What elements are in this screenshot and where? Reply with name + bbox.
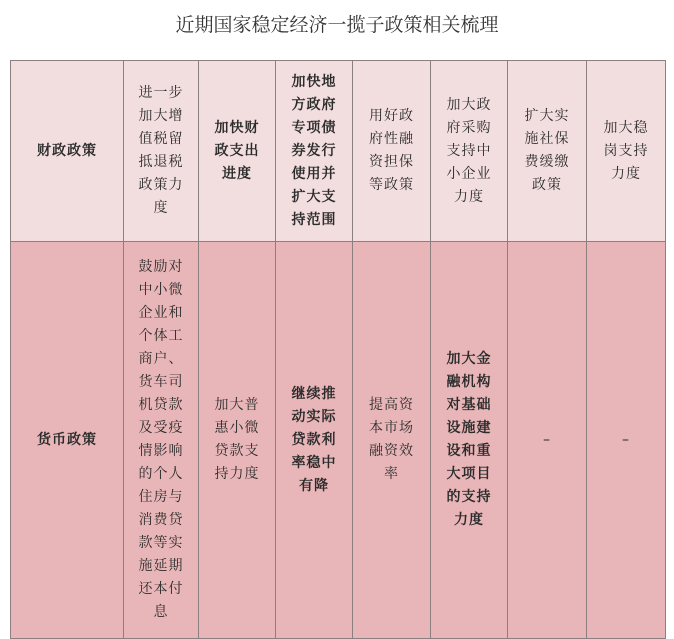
monetary-policy-row <box>11 242 666 639</box>
monetary-policy-label: 货币政策 <box>11 242 124 639</box>
fiscal-cell: 加大政府采购支持中小企业力度 <box>431 61 508 242</box>
fiscal-cell: 加快地方政府专项债券发行使用并扩大支持范围 <box>276 61 353 242</box>
fiscal-cell: 加快财政支出进度 <box>199 61 276 242</box>
monetary-cell: 加大普惠小微贷款支持力度 <box>199 242 276 639</box>
fiscal-cell: 进一步加大增值税留抵退税政策力度 <box>124 61 199 242</box>
fiscal-cell: 加大稳岗支持力度 <box>587 61 666 242</box>
monetary-cell: 继续推动实际贷款利率稳中有降 <box>276 242 353 639</box>
fiscal-policy-label: 财政政策 <box>11 61 124 242</box>
fiscal-cell: 用好政府性融资担保等政策 <box>353 61 431 242</box>
policy-table <box>10 60 666 639</box>
monetary-cell: 提高资本市场融资效率 <box>353 242 431 639</box>
monetary-cell: 加大金融机构对基础设施建设和重大项目的支持力度 <box>431 242 508 639</box>
monetary-cell-empty: – <box>508 242 587 639</box>
table-title: 近期国家稳定经济一揽子政策相关梳理 <box>175 14 499 36</box>
monetary-cell-empty: – <box>587 242 666 639</box>
fiscal-cell: 扩大实施社保费缓缴政策 <box>508 61 587 242</box>
fiscal-policy-row <box>11 61 666 242</box>
monetary-cell: 鼓励对中小微企业和个体工商户、货车司机贷款及受疫情影响的个人住房与消费贷款等实施延期还本付息 <box>124 242 199 639</box>
